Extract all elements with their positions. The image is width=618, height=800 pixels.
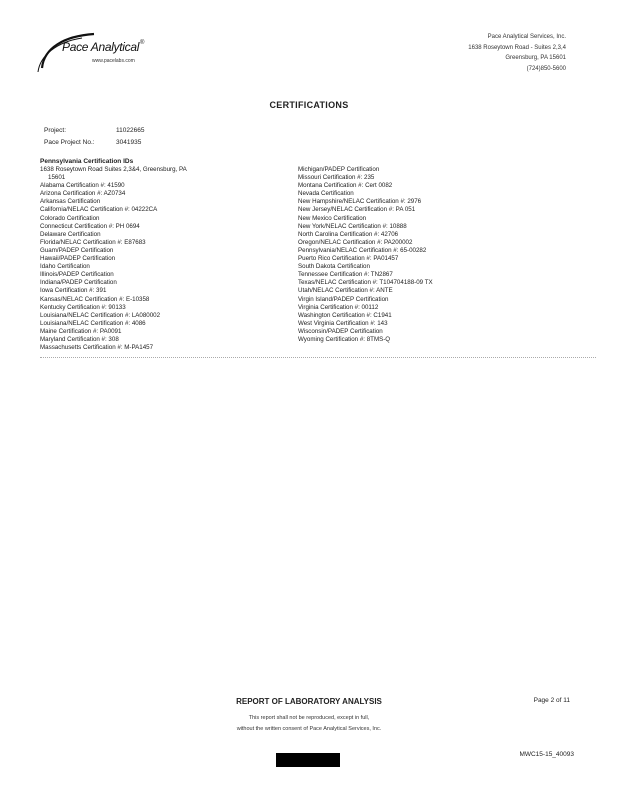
list-item: Wisconsin/PADEP Certification xyxy=(298,327,383,335)
street-address: 1638 Roseytown Road - Suites 2,3,4 xyxy=(468,44,566,51)
list-item: Arizona Certification #: AZ0734 xyxy=(40,190,126,198)
list-item: Guam/PADEP Certification xyxy=(40,246,114,254)
list-item: Tennessee Certification #: TN2867 xyxy=(298,271,393,279)
list-item: Alabama Certification #: 41590 xyxy=(40,182,125,190)
certification-list-right xyxy=(298,166,433,344)
list-item: 1638 Roseytown Road Suites 2,3&4, Greensburg, PA xyxy=(40,166,187,173)
list-item: New York/NELAC Certification #: 10888 xyxy=(298,222,407,230)
list-item: West Virginia Certification #: 143 xyxy=(298,319,388,327)
list-item: Idaho Certification xyxy=(40,263,90,271)
list-item: Louisiana/NELAC Certification #: 4086 xyxy=(40,319,146,327)
list-item: Nevada Certification xyxy=(298,190,354,198)
list-item: New Hampshire/NELAC Certification #: 2976 xyxy=(298,198,422,206)
phone-number: (724)850-5600 xyxy=(526,65,566,72)
company-name: Pace Analytical Services, Inc. xyxy=(487,34,566,40)
trademark-mark: ® xyxy=(140,40,145,46)
list-item: Delaware Certification xyxy=(40,230,101,238)
list-item: Puerto Rico Certification #: PA01457 xyxy=(298,255,399,263)
list-item: Utah/NELAC Certification #: ANTE xyxy=(298,287,393,295)
page-number: Page 2 of 11 xyxy=(533,697,570,704)
list-item: Connecticut Certification #: PH 0694 xyxy=(40,222,140,230)
pace-project-value: 3041935 xyxy=(116,139,142,146)
list-item: Florida/NELAC Certification #: E87683 xyxy=(40,238,146,246)
list-item: California/NELAC Certification #: 04222CA xyxy=(40,206,158,214)
list-item: Missouri Certification #: 235 xyxy=(298,174,375,182)
list-item: Maryland Certification #: 308 xyxy=(40,335,119,343)
report-title: REPORT OF LABORATORY ANALYSIS xyxy=(236,697,382,706)
section-heading: Pennsylvania Certification IDs xyxy=(40,158,134,165)
pace-project-row xyxy=(44,137,144,149)
certification-list-left xyxy=(40,166,187,352)
project-label: Project: xyxy=(44,127,67,134)
list-item: Virginia Certification #: 00112 xyxy=(298,303,379,311)
pace-project-label: Pace Project No.: xyxy=(44,139,95,146)
list-item: Michigan/PADEP Certification xyxy=(298,166,380,173)
company-address xyxy=(468,32,566,74)
list-item: Oregon/NELAC Certification #: PA200002 xyxy=(298,238,413,246)
list-item: South Dakota Certification xyxy=(298,263,370,271)
list-item: Hawaii/PADEP Certification xyxy=(40,255,116,263)
section-divider xyxy=(40,357,596,358)
list-item: North Carolina Certification #: 42706 xyxy=(298,230,399,238)
city-state-zip: Greensburg, PA 15601 xyxy=(505,55,566,61)
list-item: Indiana/PADEP Certification xyxy=(40,279,117,287)
list-item: Wyoming Certification #: 8TMS-Q xyxy=(298,335,391,343)
list-item: 15601 xyxy=(48,174,66,182)
list-item: Colorado Certification xyxy=(40,214,100,222)
list-item: Texas/NELAC Certification #: T104704188-09 TX xyxy=(298,279,433,287)
page-title: CERTIFICATIONS xyxy=(269,100,349,110)
list-item: Virgin Island/PADEP Certification xyxy=(298,295,389,303)
project-info xyxy=(44,125,144,149)
document-id: MWC15-15_40093 xyxy=(519,751,574,758)
logo-url: www.pacelabs.com xyxy=(92,58,135,64)
list-item: Maine Certification #: PA0091 xyxy=(40,327,122,335)
list-item: Iowa Certification #: 391 xyxy=(40,287,107,295)
list-item: Washington Certification #: C1941 xyxy=(298,311,392,319)
list-item: New Mexico Certification xyxy=(298,214,367,222)
list-item: Massachusetts Certification #: M-PA1457 xyxy=(40,344,154,352)
list-item: Illinois/PADEP Certification xyxy=(40,271,114,279)
disclaimer xyxy=(0,713,618,735)
list-item: Kansas/NELAC Certification #: E-10358 xyxy=(40,295,150,303)
project-row xyxy=(44,125,144,137)
list-item: Kentucky Certification #: 90133 xyxy=(40,303,126,311)
list-item: Montana Certification #: Cert 0082 xyxy=(298,182,393,190)
redaction-bar xyxy=(276,753,340,767)
list-item: Arkansas Certification xyxy=(40,198,101,206)
list-item: Louisiana/NELAC Certification #: LA080002 xyxy=(40,311,161,319)
list-item: Pennsylvania/NELAC Certification #: 65-00282 xyxy=(298,246,427,254)
logo-text: Pace Analytical xyxy=(62,40,140,54)
list-item: New Jersey/NELAC Certification #: PA 051 xyxy=(298,206,416,214)
project-value: 11022665 xyxy=(116,127,145,134)
disclaimer-line-2: without the written consent of Pace Analytical Services, Inc. xyxy=(236,726,382,732)
disclaimer-line-1: This report shall not be reproduced, except in full, xyxy=(248,715,370,721)
